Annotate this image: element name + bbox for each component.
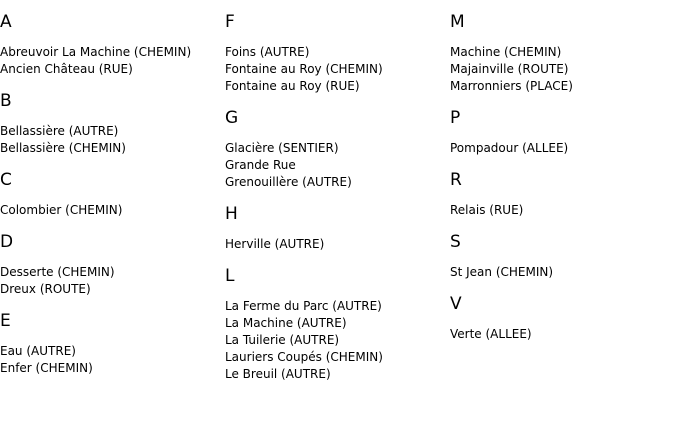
street-entry[interactable]: Verte (ALLEE) [450, 327, 532, 341]
street-entry[interactable]: Dreux (ROUTE) [0, 282, 91, 296]
street-entry[interactable]: La Tuilerie (AUTRE) [225, 333, 340, 347]
section-l [225, 266, 450, 383]
section-h [225, 204, 450, 253]
section-v [450, 294, 675, 343]
section-letter-g: G [225, 108, 239, 128]
street-entry[interactable]: Marronniers (PLACE) [450, 79, 573, 93]
section-letter-v: V [450, 294, 462, 314]
entry-list-p [450, 140, 675, 157]
entry-list-l [225, 298, 450, 383]
entry-list-c [0, 202, 225, 219]
entry-list-a [0, 44, 225, 78]
section-letter-r: R [450, 170, 462, 190]
street-entry[interactable]: Grenouillère (AUTRE) [225, 175, 352, 189]
street-entry[interactable]: Bellassière (CHEMIN) [0, 141, 126, 155]
section-f [225, 12, 450, 95]
section-g [225, 108, 450, 191]
street-entry[interactable]: Foins (AUTRE) [225, 45, 310, 59]
street-entry[interactable]: Glacière (SENTIER) [225, 141, 339, 155]
section-e [0, 311, 225, 377]
section-m [450, 12, 675, 95]
section-d [0, 232, 225, 298]
section-letter-m: M [450, 12, 465, 32]
street-entry[interactable]: Bellassière (AUTRE) [0, 124, 119, 138]
section-letter-c: C [0, 170, 12, 190]
street-entry[interactable]: St Jean (CHEMIN) [450, 265, 554, 279]
section-letter-l: L [225, 266, 235, 286]
section-letter-a: A [0, 12, 12, 32]
street-entry[interactable]: La Ferme du Parc (AUTRE) [225, 299, 382, 313]
street-entry[interactable]: Ancien Château (RUE) [0, 62, 133, 76]
section-a [0, 12, 225, 78]
index-column-1 [0, 9, 225, 390]
street-entry[interactable]: Fontaine au Roy (CHEMIN) [225, 62, 383, 76]
entry-list-e [0, 343, 225, 377]
street-entry[interactable]: Fontaine au Roy (RUE) [225, 79, 360, 93]
section-b [0, 91, 225, 157]
index-column-3 [450, 9, 675, 356]
entry-list-v [450, 326, 675, 343]
section-s [450, 232, 675, 281]
entry-list-r [450, 202, 675, 219]
street-entry[interactable]: Colombier (CHEMIN) [0, 203, 123, 217]
entry-list-b [0, 123, 225, 157]
street-entry[interactable]: Le Breuil (AUTRE) [225, 367, 331, 381]
section-letter-p: P [450, 108, 461, 128]
street-entry[interactable]: Enfer (CHEMIN) [0, 361, 93, 375]
section-letter-d: D [0, 232, 14, 252]
street-entry[interactable]: Lauriers Coupés (CHEMIN) [225, 350, 383, 364]
street-entry[interactable]: La Machine (AUTRE) [225, 316, 347, 330]
section-letter-f: F [225, 12, 235, 32]
street-entry[interactable]: Herville (AUTRE) [225, 237, 325, 251]
street-entry[interactable]: Pompadour (ALLEE) [450, 141, 569, 155]
entry-list-f [225, 44, 450, 95]
entry-list-g [225, 140, 450, 191]
section-r [450, 170, 675, 219]
entry-list-h [225, 236, 450, 253]
entry-list-d [0, 264, 225, 298]
index-column-2 [225, 9, 450, 396]
entry-list-s [450, 264, 675, 281]
section-letter-s: S [450, 232, 461, 252]
section-p [450, 108, 675, 157]
street-entry[interactable]: Abreuvoir La Machine (CHEMIN) [0, 45, 192, 59]
section-letter-h: H [225, 204, 238, 224]
street-entry[interactable]: Majainville (ROUTE) [450, 62, 569, 76]
section-c [0, 170, 225, 219]
street-entry[interactable]: Eau (AUTRE) [0, 344, 76, 358]
section-letter-b: B [0, 91, 12, 111]
entry-list-m [450, 44, 675, 95]
street-entry[interactable]: Machine (CHEMIN) [450, 45, 562, 59]
section-letter-e: E [0, 311, 11, 331]
street-entry[interactable]: Relais (RUE) [450, 203, 524, 217]
street-entry[interactable]: Grande Rue [225, 158, 296, 172]
street-entry[interactable]: Desserte (CHEMIN) [0, 265, 115, 279]
